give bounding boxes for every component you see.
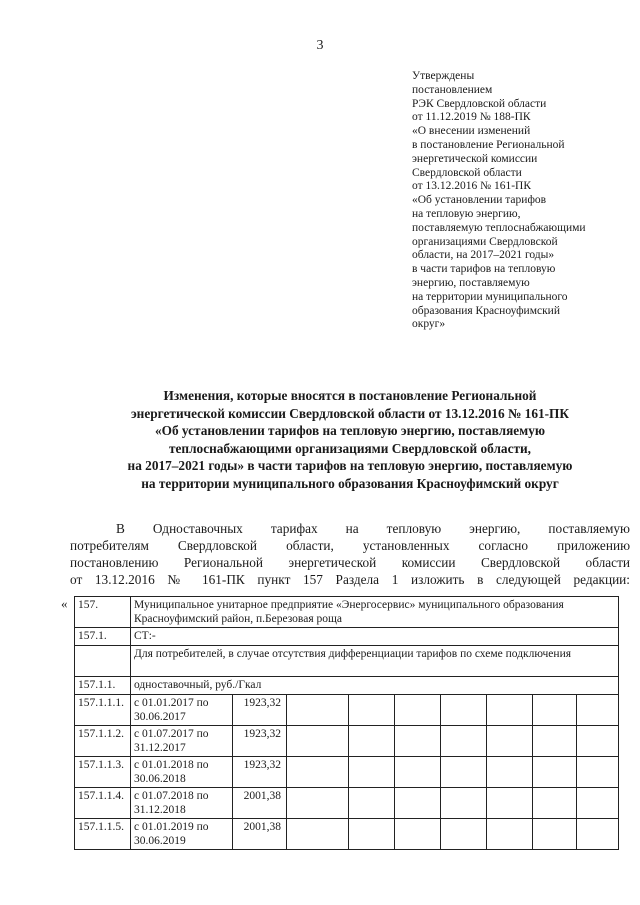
approval-line: округ» [412,318,446,331]
approval-line: на территории муниципального [412,290,568,303]
empty-cell [349,695,395,726]
tariff-table [74,596,619,850]
table-row [75,677,619,695]
heading-line: на 2017–2021 годы» в части тарифов на тепловую энергию, поставляемую [127,458,573,473]
table-row [75,788,619,819]
approval-line: в постановление Региональной [412,138,565,151]
tariff-value: 1923,32 [233,726,287,757]
empty-cell [487,788,533,819]
empty-cell [349,788,395,819]
empty-cell [577,695,619,726]
empty-cell [487,726,533,757]
approval-line: образования Красноуфимский [412,304,560,317]
tariff-value: 2001,38 [233,819,287,850]
approval-line: от 11.12.2019 № 188-ПК [412,111,531,124]
empty-cell [533,819,577,850]
empty-cell [441,695,487,726]
approval-line: в части тарифов на тепловую [412,263,556,276]
tariff-value: 2001,38 [233,788,287,819]
table-row [75,819,619,850]
heading-line: «Об установлении тарифов на тепловую энергию, поставляемую [154,423,546,438]
period-cell: с 01.07.2018 по 31.12.2018 [131,788,233,819]
empty-cell [287,788,349,819]
empty-cell [349,757,395,788]
row-number: 157.1.1.1. [75,695,131,726]
empty-cell [533,695,577,726]
empty-cell [395,819,441,850]
row-number: 157.1.1. [75,677,131,695]
intro-line: В Одноставочных тарифах на тепловую энергию, поставляемую [116,521,630,536]
row-number: 157.1.1.2. [75,726,131,757]
empty-cell [395,788,441,819]
intro-line: потребителям Свердловской области, установленных согласно приложению [70,538,630,553]
approval-block [412,70,627,332]
heading-line: на территории муниципального образования Красноуфимский округ [141,475,559,491]
tariff-value: 1923,32 [233,757,287,788]
period-cell: с 01.01.2018 по 30.06.2018 [131,757,233,788]
approval-line: Свердловской области [412,166,522,179]
period-cell: с 01.01.2017 по 30.06.2017 [131,695,233,726]
intro-paragraph [70,520,630,588]
empty-cell [287,695,349,726]
empty-cell [395,757,441,788]
consumers-label: Для потребителей, в случае отсутствия дифференциации тарифов по схеме подключения [131,646,619,677]
heading-line: Изменения, которые вносятся в постановление Региональной [163,388,537,403]
intro-line: от 13.12.2016 № 161-ПК пункт 157 Раздела 1 изложить в следующей редакции: [70,572,630,587]
empty-cell [533,757,577,788]
approval-line: энергию, поставляемую [412,276,530,289]
approval-line: от 13.12.2016 № 161-ПК [412,180,532,193]
approval-line: поставляемую теплоснабжающими [412,221,586,234]
empty-cell [287,726,349,757]
empty-cell [533,726,577,757]
approval-line: постановлением [412,83,493,96]
empty-cell [441,726,487,757]
approval-line: «О внесении изменений [412,125,531,138]
empty-cell [487,819,533,850]
empty-cell [487,695,533,726]
period-cell: с 01.07.2017 по 31.12.2017 [131,726,233,757]
empty-cell [441,757,487,788]
empty-cell [533,788,577,819]
heading-line: теплоснабжающими организациями Свердловской области, [169,440,531,456]
st-label: СТ:- [131,628,619,646]
empty-cell [395,726,441,757]
empty-cell [441,819,487,850]
tariff-unit-label: одноставочный, руб./Гкал [131,677,619,695]
period-cell: с 01.01.2019 по 30.06.2019 [131,819,233,850]
row-number: 157.1.1.4. [75,788,131,819]
row-number-empty [75,646,131,677]
row-number: 157.1.1.3. [75,757,131,788]
row-number: 157.1. [75,628,131,646]
row-number: 157. [75,597,131,628]
empty-cell [395,695,441,726]
table-row [75,695,619,726]
table-row [75,597,619,628]
empty-cell [287,757,349,788]
row-number: 157.1.1.5. [75,819,131,850]
table-row [75,757,619,788]
organization-name: Муниципальное унитарное предприятие «Энергосервис» муниципального образования Красноуфимский район, п.Березовая роща [131,597,619,628]
intro-line: постановлению Региональной энергетической комиссии Свердловской области [70,555,630,570]
approval-line: «Об установлении тарифов [412,194,547,207]
opening-quote-mark: « [61,596,68,611]
page-number: 3 [316,38,324,53]
empty-cell [577,788,619,819]
document-heading [70,387,630,492]
tariff-value: 1923,32 [233,695,287,726]
empty-cell [287,819,349,850]
empty-cell [441,788,487,819]
approval-line: на тепловую энергию, [412,207,521,220]
empty-cell [577,726,619,757]
table-row [75,628,619,646]
heading-line: энергетической комиссии Свердловской области от 13.12.2016 № 161-ПК [130,405,570,421]
approval-line: энергетической комиссии [412,152,538,165]
empty-cell [349,819,395,850]
approval-line: области, на 2017–2021 годы» [412,249,555,262]
empty-cell [577,819,619,850]
empty-cell [577,757,619,788]
empty-cell [349,726,395,757]
table-row [75,726,619,757]
approval-line: РЭК Свердловской области [412,97,547,110]
approval-line: организациями Свердловской [412,235,558,248]
table-row [75,646,619,677]
empty-cell [487,757,533,788]
approval-line: Утверждены [412,70,475,82]
